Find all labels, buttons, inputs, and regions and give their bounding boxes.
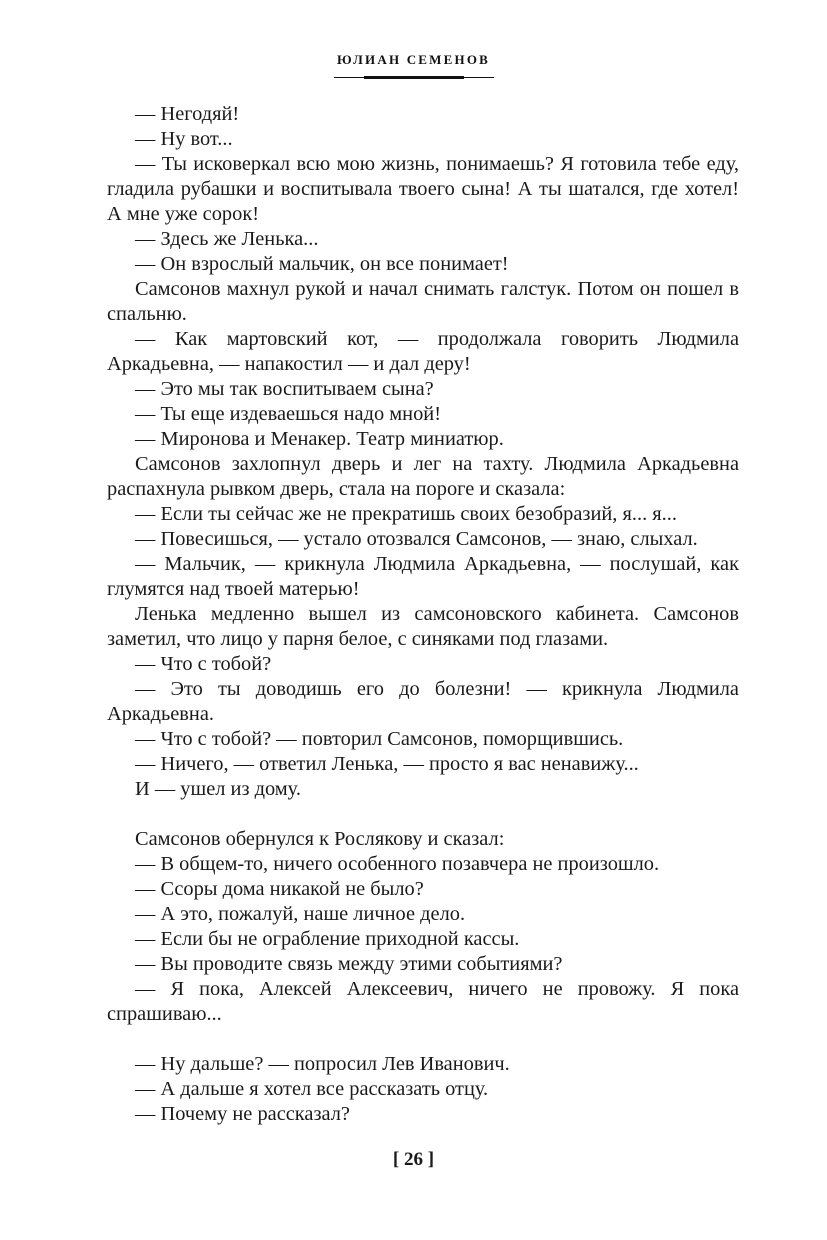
section-break xyxy=(107,1027,739,1052)
paragraph: — Это ты доводишь его до болезни! — крикнула Людмила Аркадьевна. xyxy=(107,678,739,725)
paragraph: — Негодяй! xyxy=(135,103,240,125)
paragraph: — А дальше я хотел все рассказать отцу. xyxy=(135,1078,489,1100)
paragraph: Самсонов махнул рукой и начал снимать галстук. Потом он пошел в спальню. xyxy=(107,278,739,325)
paragraph: — Ты еще издеваешься надо мной! xyxy=(135,403,441,425)
paragraph: — Вы проводите связь между этими событиями? xyxy=(135,953,563,975)
header-rule xyxy=(334,74,494,80)
paragraph: — Ничего, — ответил Ленька, — просто я вас ненавижу... xyxy=(135,753,639,775)
paragraph: — Если ты сейчас же не прекратишь своих безобразий, я... я... xyxy=(135,503,677,525)
paragraph: — Ну вот... xyxy=(135,128,233,150)
paragraph: — Что с тобой? xyxy=(135,653,272,675)
paragraph: Самсонов обернулся к Рослякову и сказал: xyxy=(135,828,505,850)
paragraph: — Мальчик, — крикнула Людмила Аркадьевна, — послушай, как глумятся над твоей матерью! xyxy=(107,553,739,600)
page-body xyxy=(107,102,739,1127)
paragraph: — Он взрослый мальчик, он все понимает! xyxy=(135,253,509,275)
paragraph: — Что с тобой? — повторил Самсонов, поморщившись. xyxy=(135,728,624,750)
running-title: ЮЛИАН СЕМЕНОВ xyxy=(336,52,491,67)
paragraph: Ленька медленно вышел из самсоновского кабинета. Самсонов заметил, что лицо у парня белое, с синяками под глазами. xyxy=(107,603,739,650)
paragraph: — Почему не рассказал? xyxy=(135,1103,350,1125)
paragraph: — Это мы так воспитываем сына? xyxy=(135,378,434,400)
paragraph: — Ну дальше? — попросил Лев Иванович. xyxy=(135,1053,510,1075)
paragraph: — Миронова и Менакер. Театр миниатюр. xyxy=(135,428,504,450)
paragraph: — Повесишься, — устало отозвался Самсонов, — знаю, слыхал. xyxy=(135,528,698,550)
paragraph: — Я пока, Алексей Алексеевич, ничего не провожу. Я пока спрашиваю... xyxy=(107,978,739,1025)
paragraph: — В общем-то, ничего особенного позавчера не произошло. xyxy=(135,853,660,875)
paragraph: — Если бы не ограбление приходной кассы. xyxy=(135,928,520,950)
paragraph: — Как мартовский кот, — продолжала говорить Людмила Аркадьевна, — напакостил — и дал деру! xyxy=(107,328,739,375)
section-break xyxy=(107,802,739,827)
paragraph: — Ссоры дома никакой не было? xyxy=(135,878,424,900)
page-number: [ 26 ] xyxy=(392,1149,435,1170)
paragraph: И — ушел из дому. xyxy=(135,778,301,800)
running-header xyxy=(0,52,827,80)
paragraph: — А это, пожалуй, наше личное дело. xyxy=(135,903,466,925)
paragraph: Самсонов захлопнул дверь и лег на тахту. Людмила Аркадьевна распахнула рывком дверь, стала на пороге и сказала: xyxy=(107,453,739,500)
paragraph: — Ты исковеркал всю мою жизнь, понимаешь? Я готовила тебе еду, гладила рубашки и воспитывала твоего сына! А ты шатался, где хотел! А мне уже сорок! xyxy=(107,153,739,225)
paragraph: — Здесь же Ленька... xyxy=(135,228,319,250)
